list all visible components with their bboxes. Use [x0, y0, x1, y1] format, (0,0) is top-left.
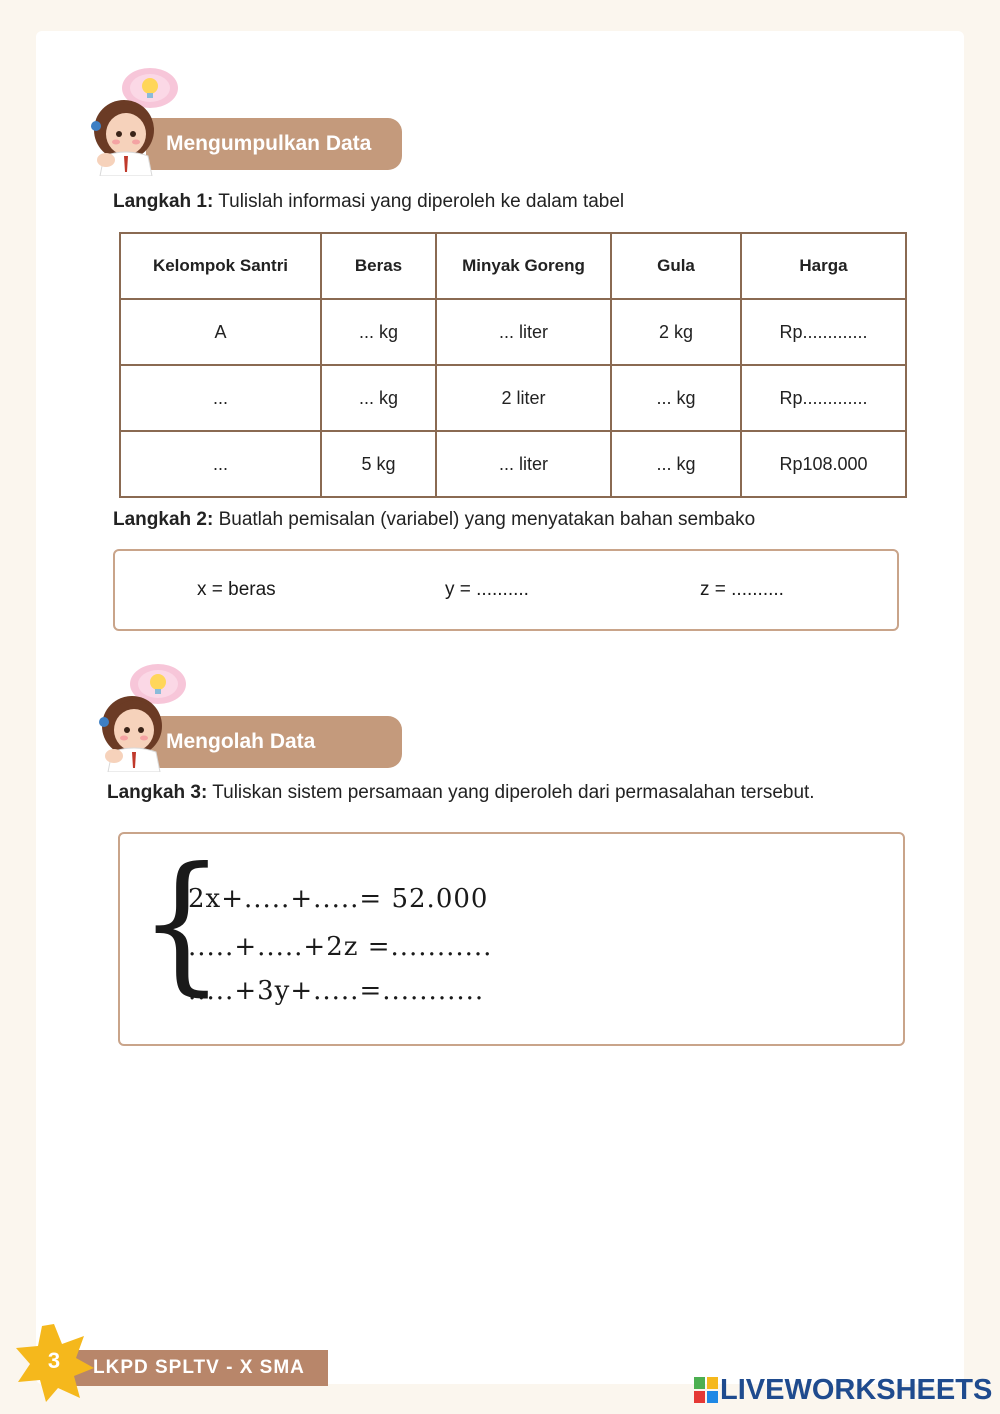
table-cell: 2 kg — [611, 299, 741, 365]
variables-box — [113, 549, 899, 631]
table-cell[interactable]: Rp............. — [741, 299, 906, 365]
step3-instruction — [107, 782, 815, 804]
header-harga: Harga — [741, 233, 906, 299]
step1-label: Langkah 1: — [113, 191, 214, 212]
equation-line-1[interactable]: 2x+.....+.....= 52.000 — [188, 884, 489, 914]
section-title-mengumpulkan-data — [146, 118, 402, 170]
table-cell[interactable]: ... liter — [436, 431, 611, 497]
step2-label: Langkah 2: — [113, 509, 214, 530]
table-cell[interactable]: ... — [120, 365, 321, 431]
step3-text: Tuliskan sistem persamaan yang diperoleh dari permasalahan tersebut. — [207, 782, 815, 803]
table-cell[interactable]: ... kg — [611, 365, 741, 431]
table-cell: 2 liter — [436, 365, 611, 431]
equation-system-box — [118, 832, 905, 1046]
section-title-text: Mengolah Data — [166, 730, 316, 753]
table-cell: 5 kg — [321, 431, 436, 497]
curly-brace: { — [138, 836, 225, 1010]
student-girl-icon — [78, 64, 182, 176]
equation-line-3[interactable]: .....+3y+.....=........... — [188, 976, 485, 1006]
variable-x: x = beras — [197, 579, 276, 600]
table-row — [120, 299, 906, 365]
step1-instruction — [113, 191, 624, 213]
page-number: 3 — [47, 1348, 61, 1373]
table-row — [120, 365, 906, 431]
step3-label: Langkah 3: — [107, 782, 208, 803]
header-gula: Gula — [611, 233, 741, 299]
header-minyak-goreng: Minyak Goreng — [436, 233, 611, 299]
table-cell[interactable]: ... kg — [321, 299, 436, 365]
table-cell[interactable]: ... kg — [611, 431, 741, 497]
step1-text: Tulislah informasi yang diperoleh ke dalam tabel — [213, 191, 625, 212]
table-row — [120, 431, 906, 497]
table-cell[interactable]: ... liter — [436, 299, 611, 365]
brand-text: LIVEWORKSHEETS — [720, 1373, 993, 1406]
step2-text: Buatlah pemisalan (variabel) yang menyatakan bahan sembako — [213, 509, 756, 530]
student-girl-icon — [86, 660, 190, 772]
header-kelompok-santri: Kelompok Santri — [120, 233, 321, 299]
variable-z[interactable]: z = .......... — [700, 579, 784, 600]
table-cell[interactable]: ... kg — [321, 365, 436, 431]
table-cell: A — [120, 299, 321, 365]
variable-y[interactable]: y = .......... — [445, 579, 529, 600]
step2-instruction — [113, 509, 755, 531]
table-cell[interactable]: Rp............. — [741, 365, 906, 431]
table-cell[interactable]: ... — [120, 431, 321, 497]
table-header-row — [120, 233, 906, 299]
header-beras: Beras — [321, 233, 436, 299]
footer-label: LKPD SPLTV - X SMA — [55, 1350, 328, 1386]
table-cell: Rp108.000 — [741, 431, 906, 497]
equation-line-2[interactable]: .....+.....+2z =........... — [188, 932, 493, 962]
liveworksheets-mark-icon — [694, 1377, 718, 1403]
section-title-text: Mengumpulkan Data — [166, 132, 372, 155]
liveworksheets-logo — [694, 1370, 992, 1410]
data-table — [119, 232, 907, 498]
